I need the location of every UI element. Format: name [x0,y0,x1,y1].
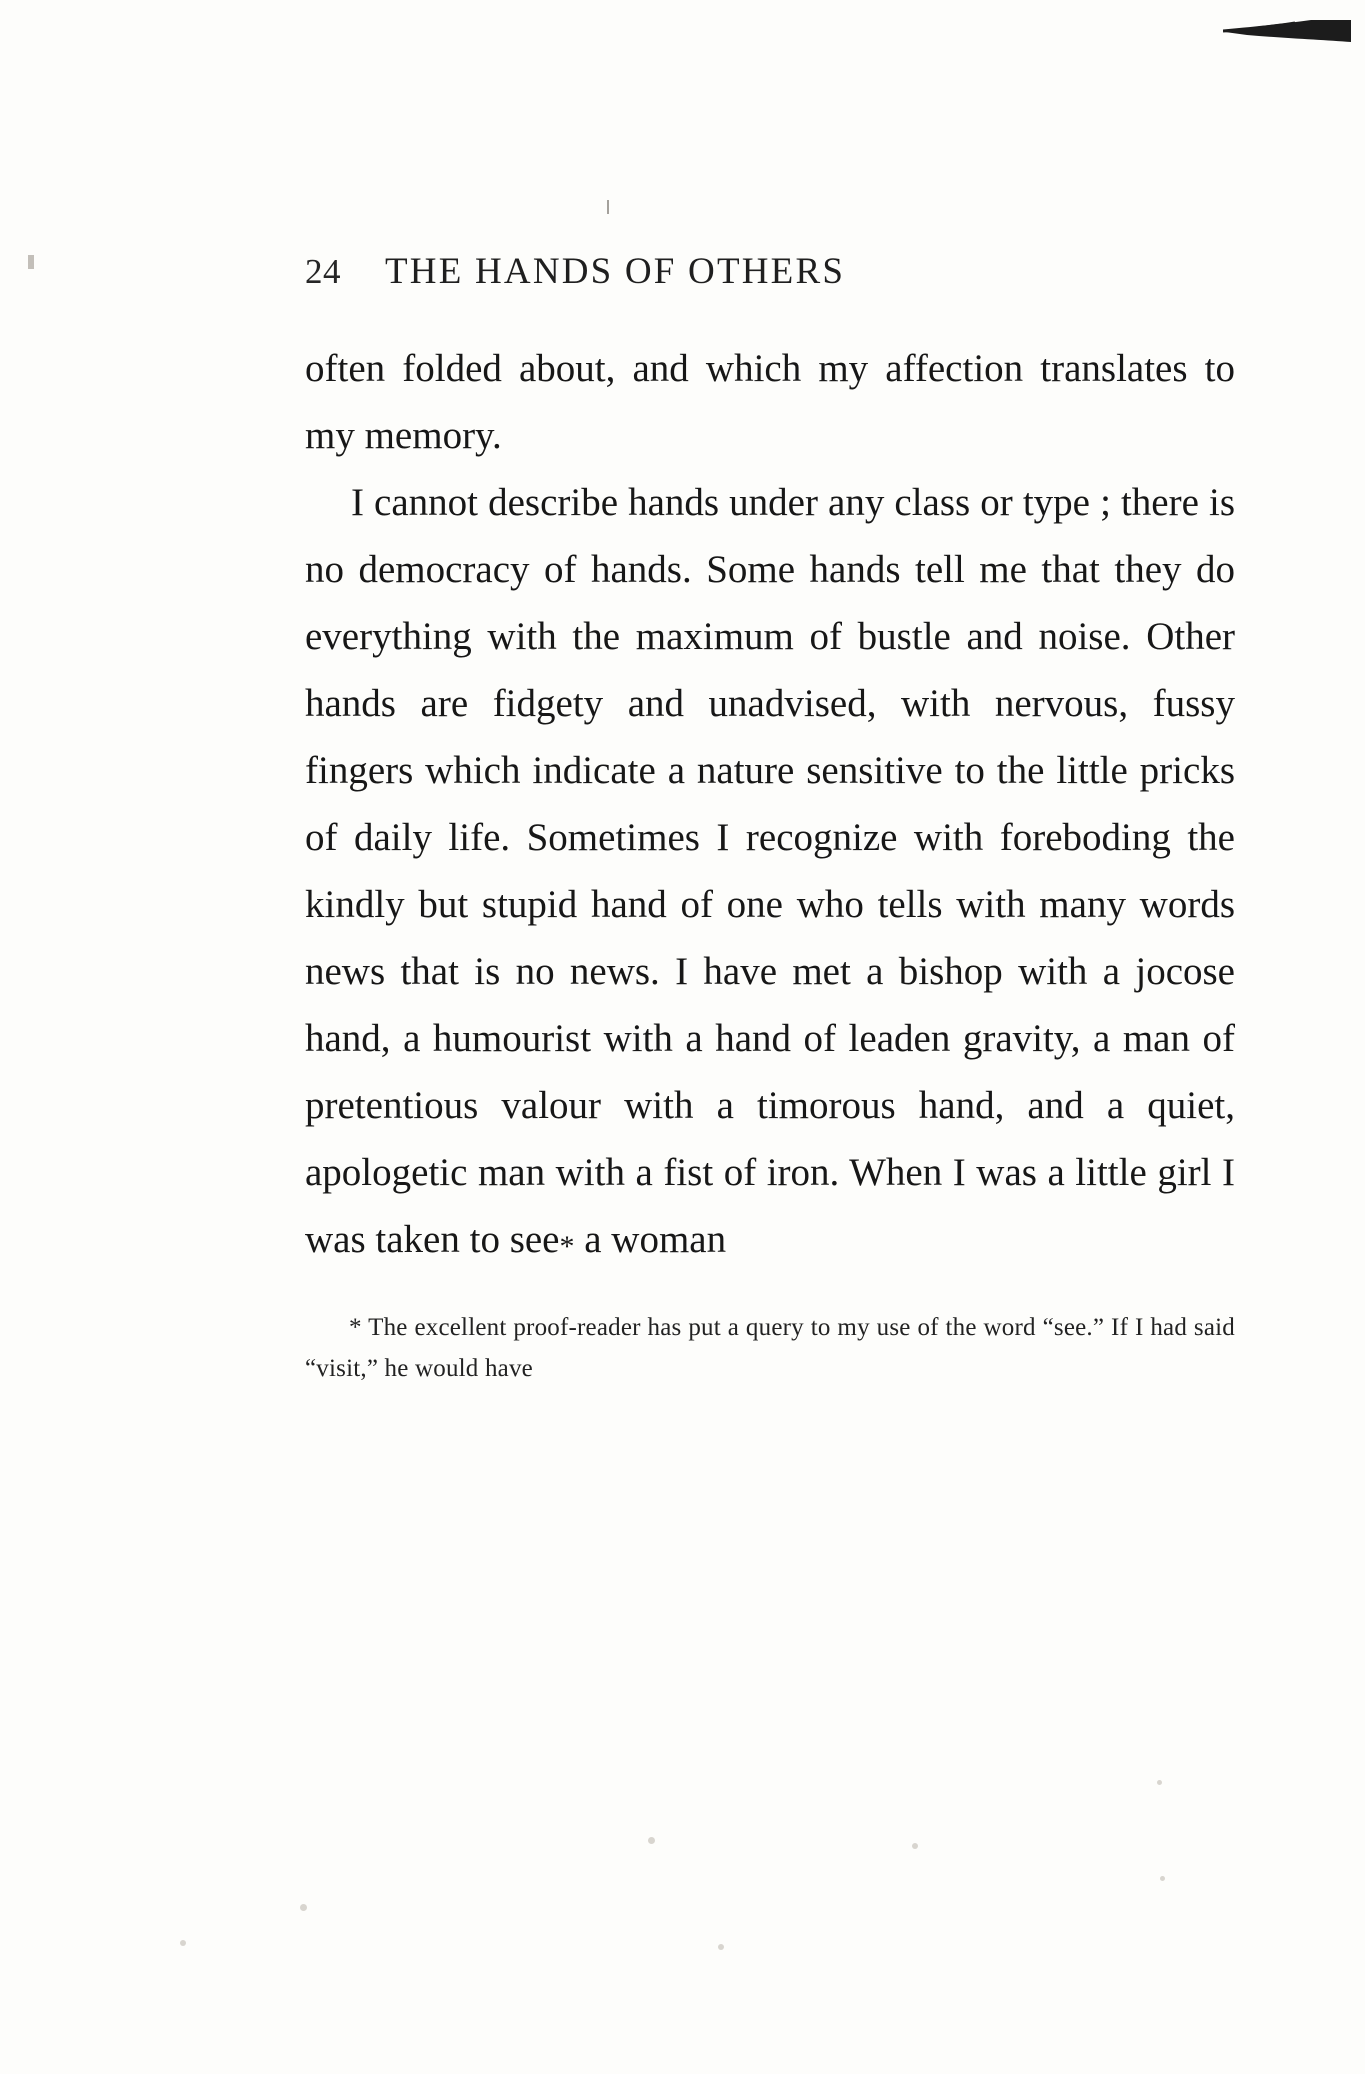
scan-speck [300,1904,307,1911]
page-content [305,250,1235,1389]
scan-tick-left [28,255,34,269]
footnote-reference-marker: * [559,1230,575,1263]
paragraph-2-tail: a woman [574,1218,727,1261]
scan-speck [1160,1876,1165,1881]
footnote-text: The excellent proof-reader has put a query to my use of the word “see.” If I had said “visit,” he would have [305,1314,1235,1382]
footnote-marker: * [349,1314,362,1341]
paragraph-2-main: I cannot describe hands under any class or type ; there is no democracy of hands. Some hands tell me that they do everything with the maximum of bustle and noise. Other hands are fidgety and unadvised, with nervous, fussy fingers which indicate a nature sensitive to the little pricks of daily life. Sometimes I recognize with foreboding the kindly but stupid hand of one who tells with many words news that is no news. I have met a bishop with a jocose hand, a humourist with a hand of leaden gravity, a man of pretentious valour with a timorous hand, and a quiet, apologetic man with a fist of iron. When I was a little girl I was taken to see [305,481,1235,1261]
scan-speck [718,1944,724,1950]
scan-speck [648,1837,655,1844]
paragraph-2 [305,469,1235,1273]
page-number: 24 [305,252,341,291]
scan-speck [180,1940,186,1946]
page-header [305,250,1235,293]
footnote [305,1307,1235,1389]
running-head: THE HANDS OF OTHERS [385,251,846,292]
scan-corner-mark-icon [1223,18,1353,48]
scan-speck [1157,1780,1162,1785]
scan-tick-top [607,200,609,214]
scan-speck [912,1843,918,1849]
paragraph-1: often folded about, and which my affection translates to my memory. [305,347,1235,457]
